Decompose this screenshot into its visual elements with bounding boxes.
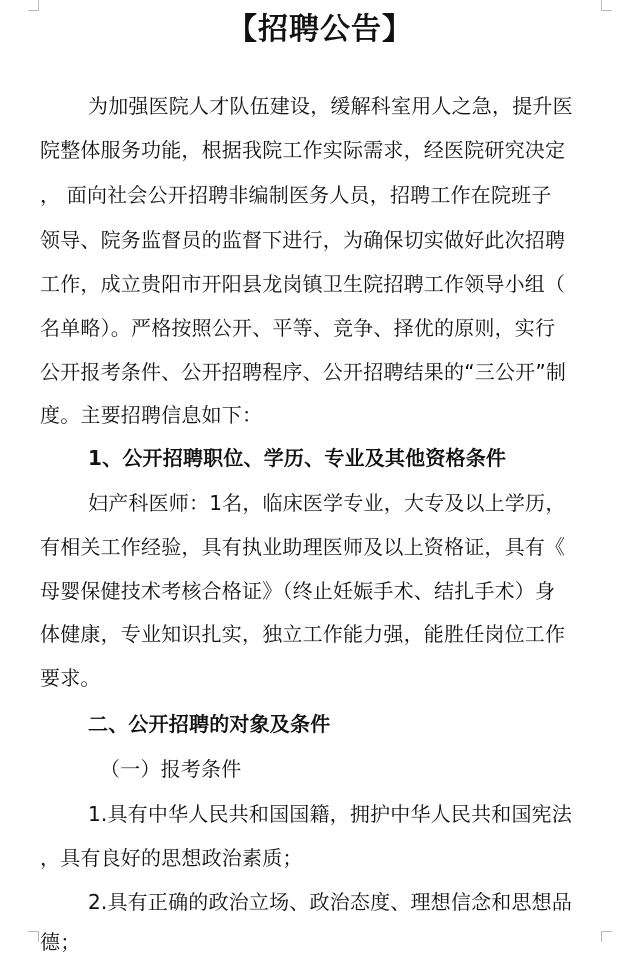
paragraph-line: 名单略）。严格按照公开、平等、竞争、择优的原则，实行 bbox=[40, 316, 556, 340]
section-heading: 二、公开招聘的对象及条件 bbox=[88, 712, 331, 736]
paragraph-line: 2.具有正确的政治立场、政治态度、理想信念和思想品 bbox=[88, 890, 573, 914]
paragraph-line: 体健康，专业知识扎实，独立工作能力强，能胜任岗位工作 bbox=[40, 622, 566, 646]
paragraph-line: 1.具有中华人民共和国国籍，拥护中华人民共和国宪法 bbox=[88, 802, 573, 826]
paragraph-line: ，具有良好的思想政治素质； bbox=[40, 846, 303, 870]
section-heading: 1、公开招聘职位、学历、专业及其他资格条件 bbox=[88, 446, 507, 470]
paragraph-line: 工作，成立贵阳市开阳县龙岗镇卫生院招聘工作领导小组（ bbox=[40, 272, 566, 296]
paragraph-line: 要求。 bbox=[40, 666, 101, 690]
page-corner-mark bbox=[28, 931, 39, 942]
paragraph-line: 度。主要招聘信息如下： bbox=[40, 403, 263, 427]
subsection-heading: （一）报考条件 bbox=[100, 757, 242, 781]
paragraph-line: 妇产科医师：1名，临床医学专业，大专及以上学历， bbox=[88, 491, 566, 515]
paragraph-line: 母婴保健技术考核合格证》（终止妊娠手术、结扎手术）身 bbox=[40, 579, 556, 603]
paragraph-line: 院整体服务功能，根据我院工作实际需求，经医院研究决定 bbox=[40, 138, 566, 162]
page-title: 【招聘公告】 bbox=[227, 12, 413, 47]
paragraph-line: 为加强医院人才队伍建设，缓解科室用人之急，提升医 bbox=[88, 94, 573, 118]
paragraph-line: ， 面向社会公开招聘非编制医务人员，招聘工作在院班子 bbox=[40, 183, 552, 207]
paragraph-line: 有相关工作经验，具有执业助理医师及以上资格证，具有《 bbox=[40, 535, 566, 559]
paragraph-line: 德； bbox=[40, 930, 81, 954]
page-corner-mark bbox=[601, 931, 612, 942]
paragraph-line: 公开报考条件、公开招聘程序、公开招聘结果的“三公开”制 bbox=[40, 360, 567, 384]
paragraph-line: 领导、院务监督员的监督下进行，为确保切实做好此次招聘 bbox=[40, 228, 566, 252]
